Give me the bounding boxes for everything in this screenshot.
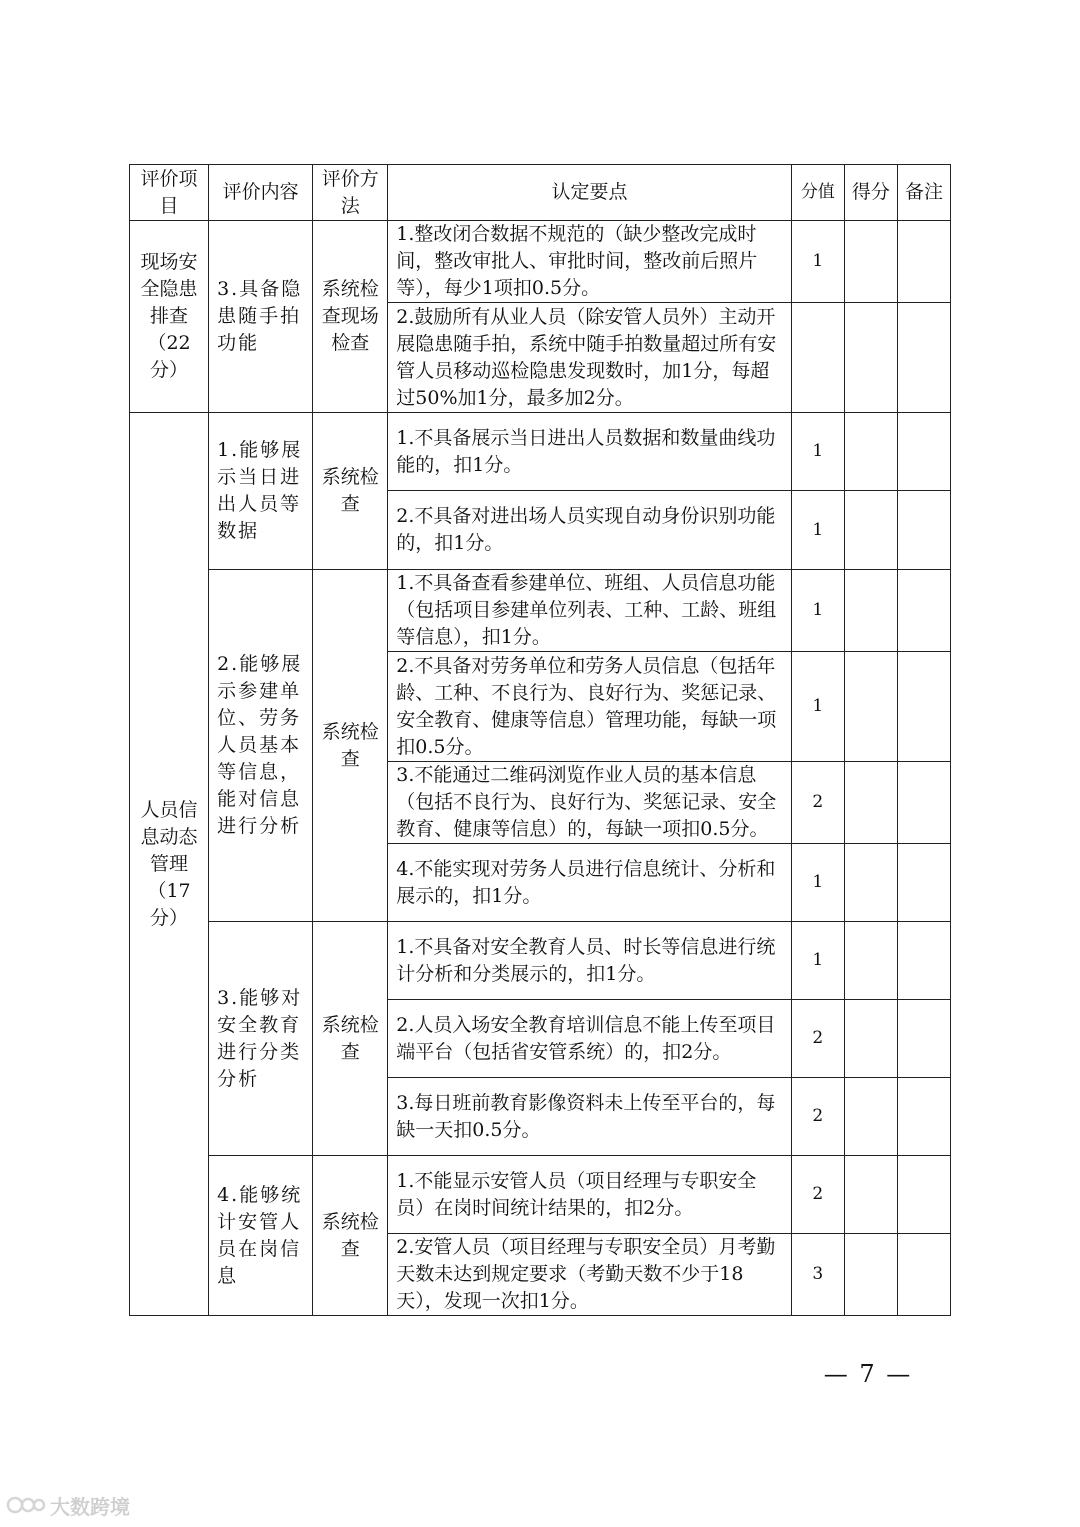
obtained-cell (844, 1156, 897, 1234)
remarks-cell (897, 491, 950, 570)
score-value: 1 (791, 652, 844, 762)
score-value: 3 (791, 1234, 844, 1316)
remarks-cell (897, 652, 950, 762)
header-obtained: 得分 (844, 165, 897, 221)
score-value: 1 (791, 413, 844, 491)
key-point: 2.不具备对进出场人员实现自动身份识别功能的，扣1分。 (388, 491, 791, 570)
watermark (6, 1490, 130, 1520)
remarks-cell (897, 762, 950, 844)
header-content: 评价内容 (209, 165, 313, 221)
section-project: 现场安全隐患排查（22分） (130, 221, 209, 413)
header-row (130, 165, 951, 221)
obtained-cell (844, 1078, 897, 1156)
group-content: 3.具备隐患随手拍功能 (209, 221, 313, 413)
remarks-cell (897, 1000, 950, 1078)
remarks-cell (897, 413, 950, 491)
group-method: 系统检查 (313, 1156, 388, 1316)
remarks-cell (897, 570, 950, 652)
score-value (791, 303, 844, 413)
obtained-cell (844, 570, 897, 652)
header-key-points: 认定要点 (388, 165, 791, 221)
score-value: 1 (791, 491, 844, 570)
group-content: 4.能够统计安管人员在岗信息 (209, 1156, 313, 1316)
obtained-cell (844, 652, 897, 762)
obtained-cell (844, 762, 897, 844)
group-content: 3.能够对安全教育进行分类分析 (209, 922, 313, 1156)
header-score: 分值 (791, 165, 844, 221)
obtained-cell (844, 922, 897, 1000)
key-point: 1.不具备对安全教育人员、时长等信息进行统计分析和分类展示的，扣1分。 (388, 922, 791, 1000)
table-row (130, 221, 951, 303)
header-method: 评价方法 (313, 165, 388, 221)
score-value: 1 (791, 844, 844, 922)
key-point: 3.每日班前教育影像资料未上传至平台的，每缺一天扣0.5分。 (388, 1078, 791, 1156)
key-point: 2.人员入场安全教育培训信息不能上传至项目端平台（包括省安管系统）的，扣2分。 (388, 1000, 791, 1078)
key-point: 1.不能显示安管人员（项目经理与专职安全员）在岗时间统计结果的，扣2分。 (388, 1156, 791, 1234)
score-value: 1 (791, 221, 844, 303)
group-content: 2.能够展示参建单位、劳务人员基本等信息，能对信息进行分析 (209, 570, 313, 922)
header-remarks: 备注 (897, 165, 950, 221)
score-value: 1 (791, 922, 844, 1000)
remarks-cell (897, 1078, 950, 1156)
remarks-cell (897, 1156, 950, 1234)
key-point: 1.整改闭合数据不规范的（缺少整改完成时间，整改审批人、审批时间，整改前后照片等），每少1项扣0.5分。 (388, 221, 791, 303)
group-method: 系统检查 (313, 570, 388, 922)
remarks-cell (897, 1234, 950, 1316)
remarks-cell (897, 303, 950, 413)
obtained-cell (844, 221, 897, 303)
obtained-cell (844, 844, 897, 922)
key-point: 1.不具备查看参建单位、班组、人员信息功能（包括项目参建单位列表、工种、工龄、班组等信息），扣1分。 (388, 570, 791, 652)
score-value: 2 (791, 1156, 844, 1234)
header-project: 评价项目 (130, 165, 209, 221)
remarks-cell (897, 922, 950, 1000)
section-project: 人员信息动态管理（17分） (130, 413, 209, 1316)
score-value: 2 (791, 1078, 844, 1156)
key-point: 3.不能通过二维码浏览作业人员的基本信息（包括不良行为、良好行为、奖惩记录、安全教育、健康等信息）的，每缺一项扣0.5分。 (388, 762, 791, 844)
remarks-cell (897, 221, 950, 303)
obtained-cell (844, 413, 897, 491)
group-method: 系统检查 (313, 413, 388, 570)
table-row (130, 413, 951, 491)
key-point: 2.安管人员（项目经理与专职安全员）月考勤天数未达到规定要求（考勤天数不少于18天），发现一次扣1分。 (388, 1234, 791, 1316)
obtained-cell (844, 303, 897, 413)
obtained-cell (844, 1234, 897, 1316)
score-value: 1 (791, 570, 844, 652)
table-row (130, 570, 951, 652)
group-content: 1.能够展示当日进出人员等数据 (209, 413, 313, 570)
evaluation-table (129, 164, 951, 1316)
page-number: — 7 — (823, 1360, 913, 1388)
score-value: 2 (791, 762, 844, 844)
table-row (130, 922, 951, 1000)
group-method: 系统检查现场检查 (313, 221, 388, 413)
obtained-cell (844, 491, 897, 570)
key-point: 1.不具备展示当日进出人员数据和数量曲线功能的，扣1分。 (388, 413, 791, 491)
score-value: 2 (791, 1000, 844, 1078)
key-point: 2.不具备对劳务单位和劳务人员信息（包括年龄、工种、不良行为、良好行为、奖惩记录、安全教育、健康等信息）管理功能，每缺一项扣0.5分。 (388, 652, 791, 762)
key-point: 2.鼓励所有从业人员（除安管人员外）主动开展隐患随手拍，系统中随手拍数量超过所有安管人员移动巡检隐患发现数时，加1分，每超过50%加1分，最多加2分。 (388, 303, 791, 413)
watermark-text: 大数跨境 (50, 1494, 130, 1519)
key-point: 4.不能实现对劳务人员进行信息统计、分析和展示的，扣1分。 (388, 844, 791, 922)
table-row (130, 1156, 951, 1234)
group-method: 系统检查 (313, 922, 388, 1156)
remarks-cell (897, 844, 950, 922)
obtained-cell (844, 1000, 897, 1078)
watermark-logo-icon (6, 1492, 46, 1518)
